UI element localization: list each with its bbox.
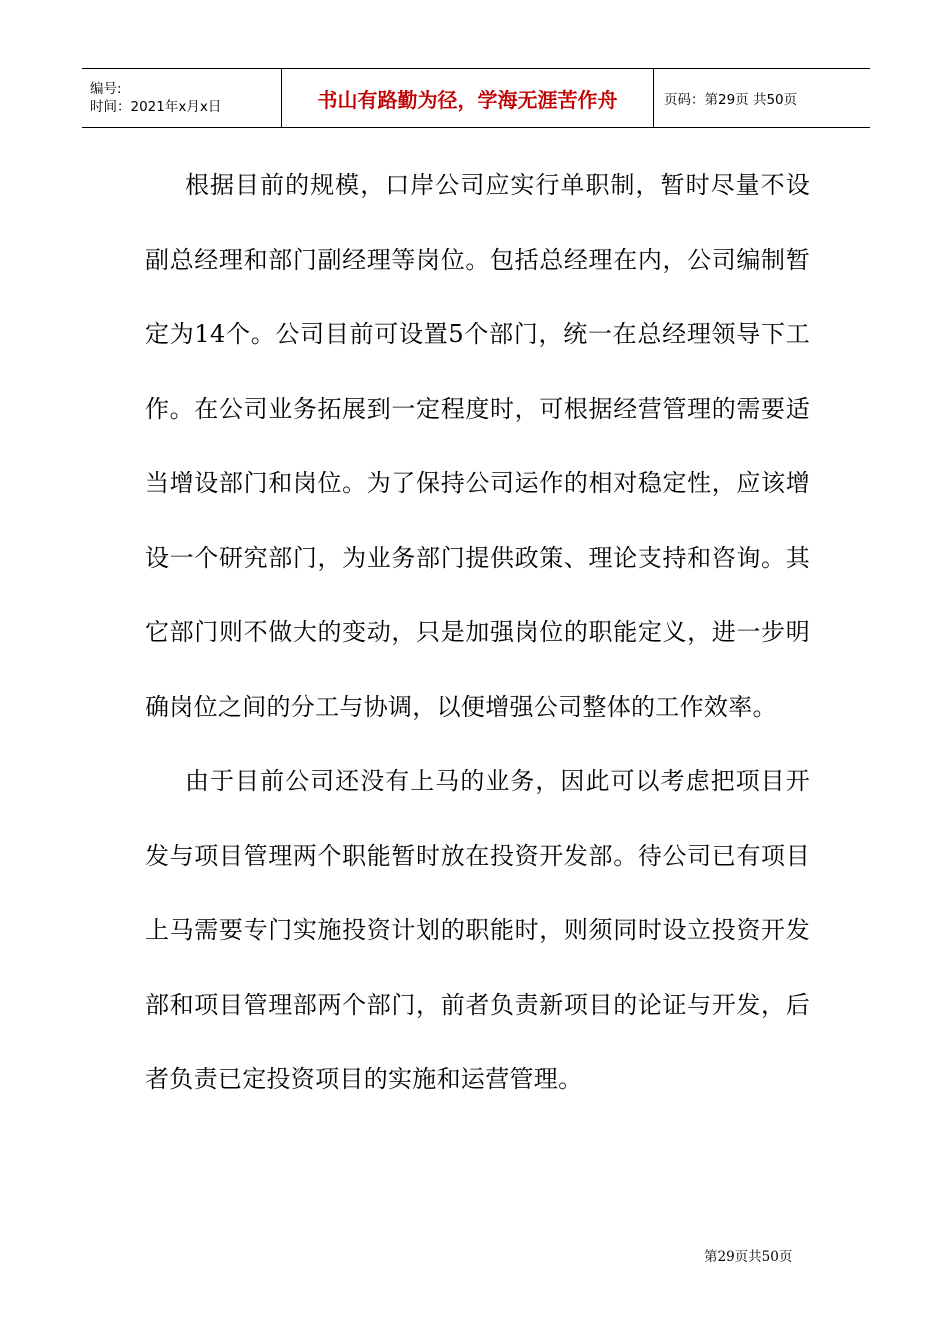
document-number-label: 编号: — [90, 81, 122, 97]
document-time-label: 时间：2021年x月x日 — [90, 99, 222, 115]
header-page-number: 页码：第29页 共50页 — [664, 92, 798, 108]
header-motto — [282, 69, 654, 127]
paragraph: 由于目前公司还没有上马的业务，因此可以考虑把项目开发与项目管理两个职能暂时放在投资开发部。待公司已有项目上马需要专门实施投资计划的职能时，则须同时设立投资开发部和项目管理部两个部门，前者负责新项目的论证与开发，后者负责已定投资项目的实施和运营管理。 — [145, 767, 810, 1093]
document-body — [145, 148, 810, 1117]
header-page-info — [654, 69, 870, 127]
page-header — [82, 68, 870, 128]
paragraph: 根据目前的规模，口岸公司应实行单职制，暂时尽量不设副总经理和部门副经理等岗位。包括总经理在内，公司编制暂定为14个。公司目前可设置5个部门，统一在总经理领导下工作。在公司业务拓展到一定程度时，可根据经营管理的需要适当增设部门和岗位。为了保持公司运作的相对稳定性，应该增设一个研究部门，为业务部门提供政策、理论支持和咨询。其它部门则不做大的变动，只是加强岗位的职能定义，进一步明确岗位之间的分工与协调，以便增强公司整体的工作效率。 — [145, 171, 810, 721]
footer-page-number: 第29页共50页 — [704, 1249, 793, 1265]
header-meta — [82, 69, 282, 127]
page-footer — [704, 1245, 792, 1265]
motto-text: 书山有路勤为径，学海无涯苦作舟 — [317, 87, 618, 112]
